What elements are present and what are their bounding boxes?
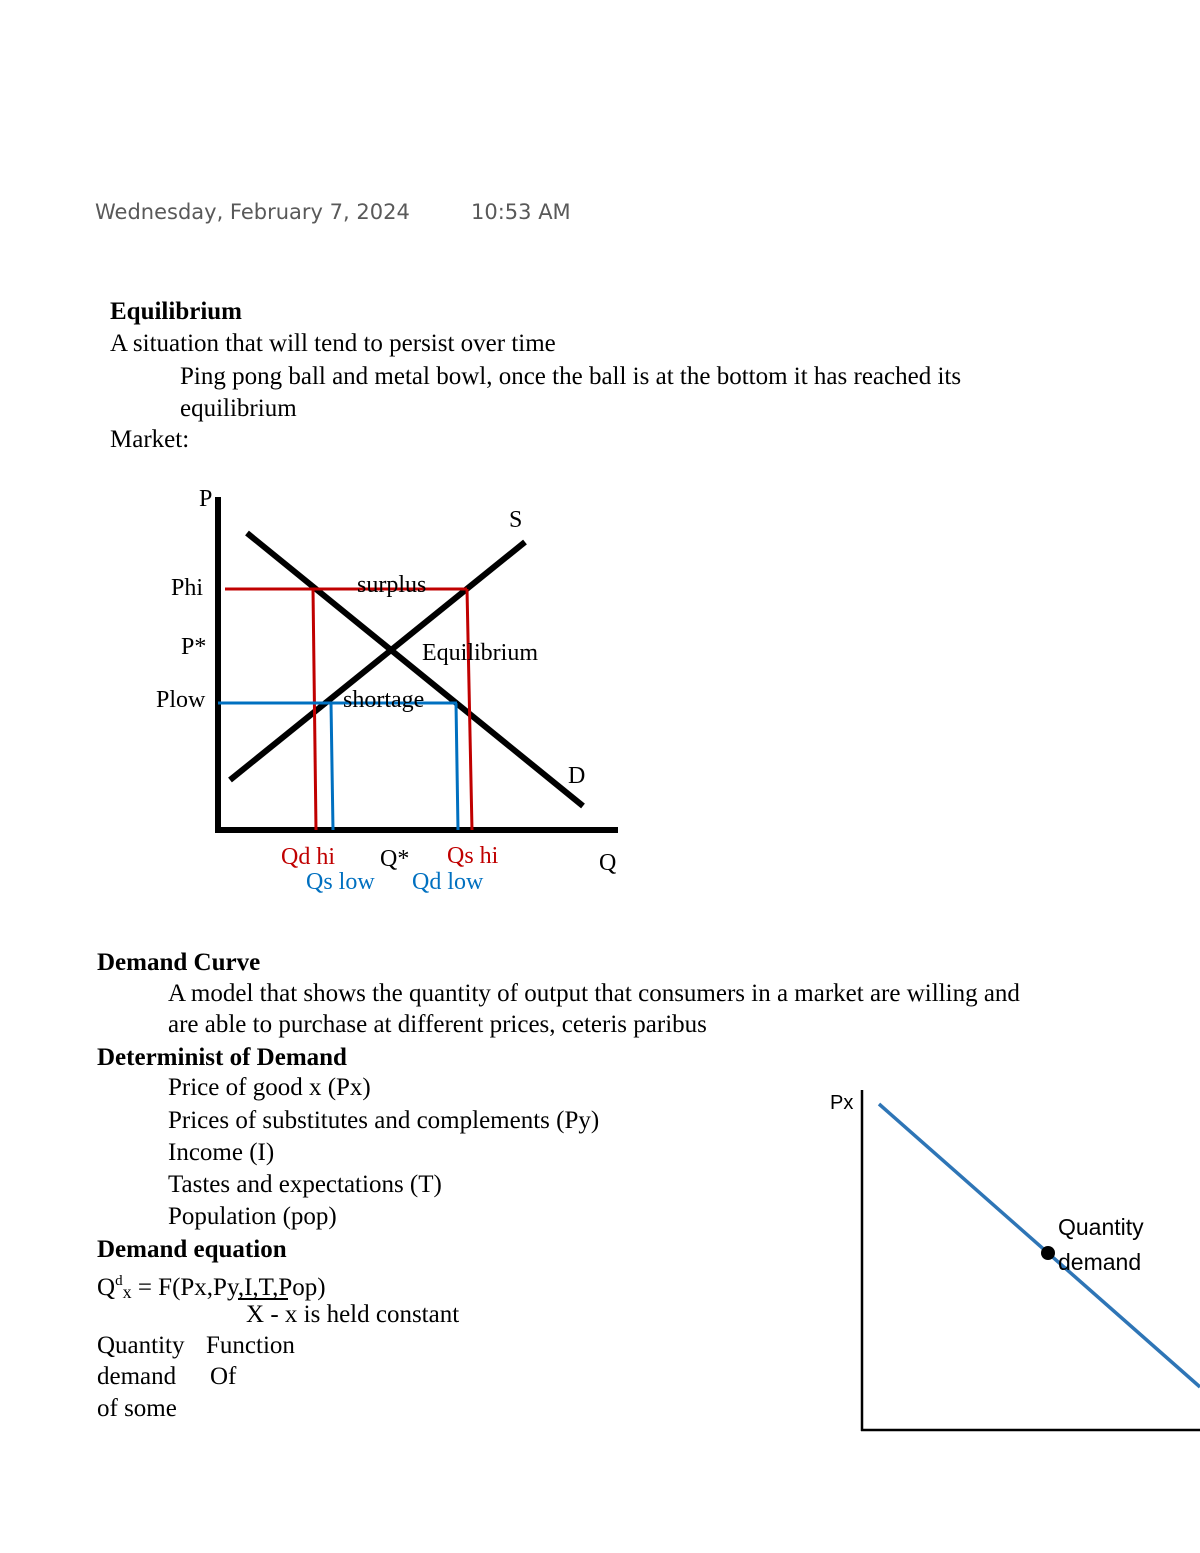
- demand-chart-y-label: Px: [830, 1092, 854, 1114]
- determinant-item: Tastes and expectations (T): [168, 1171, 442, 1198]
- note-time: 10:53 AM: [471, 200, 571, 224]
- determinant-item: Population (pop): [168, 1203, 337, 1230]
- determinant-item: Price of good x (Px): [168, 1074, 371, 1101]
- equilibrium-example-line1: Ping pong ball and metal bowl, once the ball is at the bottom it has reached its: [180, 363, 962, 390]
- shortage-label: shortage: [343, 687, 425, 713]
- point-label-line2: demand: [1058, 1249, 1142, 1275]
- market-p-label: P: [199, 486, 213, 512]
- quantity-demanded-point: [1041, 1246, 1055, 1260]
- demand-def-line1: A model that shows the quantity of output that consumers in a market are willing and: [168, 980, 1020, 1007]
- phi-label: Phi: [171, 575, 204, 601]
- note-col1-line2: demand: [97, 1363, 177, 1390]
- pstar-label: P*: [181, 634, 207, 660]
- qd-hi-label: Qd hi: [281, 844, 335, 870]
- qd-low-label: Qd low: [412, 869, 484, 895]
- point-label-line1: Quantity: [1058, 1214, 1144, 1240]
- demand-def-line2: are able to purchase at different prices, ceteris paribus: [168, 1011, 707, 1038]
- note-col1-line1: Quantity: [97, 1332, 185, 1359]
- note-col2-line2: Of: [210, 1363, 237, 1390]
- qs-hi-label: Qs hi: [447, 843, 499, 869]
- surplus-label: surplus: [357, 572, 427, 598]
- determinant-item: Prices of substitutes and complements (Py): [168, 1107, 600, 1134]
- equilibrium-heading: Equilibrium: [110, 298, 242, 325]
- supply-label: S: [509, 507, 523, 533]
- note-col2-line1: Function: [206, 1332, 295, 1359]
- determinants-heading: Determinist of Demand: [97, 1044, 347, 1071]
- demand-equation-heading: Demand equation: [97, 1236, 287, 1263]
- equilibrium-definition: A situation that will tend to persist over time: [110, 330, 556, 357]
- market-q-label: Q: [599, 850, 617, 876]
- demand-curve-heading: Demand Curve: [97, 949, 261, 976]
- qs-low-label: Qs low: [306, 869, 375, 895]
- market-label: Market:: [110, 426, 190, 453]
- note-col1-line3: of some: [97, 1395, 177, 1422]
- plow-label: Plow: [156, 687, 206, 713]
- qstar-label: Q*: [380, 846, 410, 872]
- held-constant-note: X - x is held constant: [246, 1301, 460, 1328]
- determinant-item: Income (I): [168, 1139, 275, 1166]
- note-date: Wednesday, February 7, 2024: [95, 200, 410, 224]
- demand-equation: $Q^d_x = F(Px,Py,I,T,Pop)$: [97, 1273, 326, 1302]
- demand-chart-line: [879, 1104, 1200, 1387]
- demand-label: D: [568, 763, 586, 789]
- equilibrium-point-label: Equilibrium: [422, 640, 538, 666]
- equilibrium-example-line2: equilibrium: [180, 395, 297, 422]
